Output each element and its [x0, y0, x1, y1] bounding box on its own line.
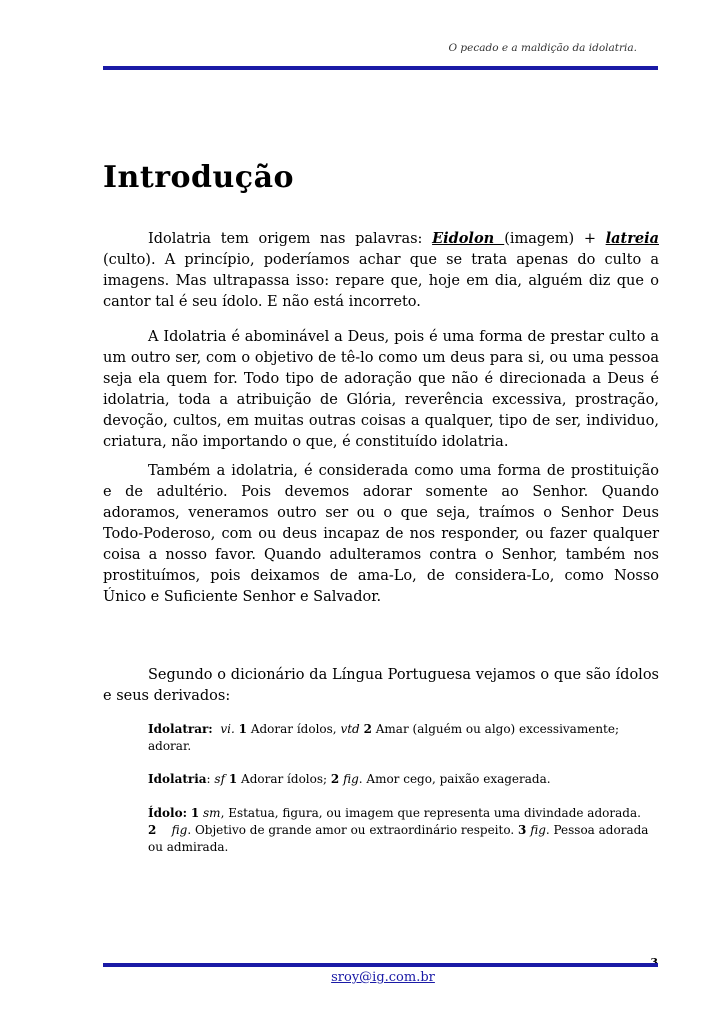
p1-text-b: (imagem) +	[504, 231, 606, 247]
definition-idolatria: Idolatria: sf 1 Adorar ídolos; 2 fig. Amor cego, paixão exagerada.	[148, 772, 551, 786]
paragraph-1	[103, 228, 659, 313]
def-term: Idolatrar:	[148, 722, 213, 736]
footer-rule	[103, 963, 658, 967]
def-term: Idolatria	[148, 772, 207, 786]
paragraph-3: Também a idolatria, é considerada como uma forma de prostituição e de adultério. Pois devemos adorar somente ao Senhor. Quando adoramos, veneramos outro ser ou o que seja, traímos o Senhor Deus Todo-Poderoso, com ou deus incapaz de nos responder, ou fazer qualquer coisa a nosso favor. Quando adulteramos contra o Senhor, também nos prostituímos, pois deixamos de ama-Lo, de considera-Lo, como Nosso Único e Suficiente Senhor e Salvador.	[103, 463, 659, 605]
def-term: Ídolo:	[148, 806, 187, 820]
definition-idolo: Ídolo: 1 sm, Estatua, figura, ou imagem que representa uma divindade adorada. 2 fig. Objetivo de grande amor ou extraordinário respeito. 3 fig. Pessoa adorada ou admirada.	[148, 806, 649, 854]
running-header-title: O pecado e a maldição da idolatria.	[448, 42, 637, 54]
p1-text-c: (culto). A princípio, poderíamos achar que se trata apenas do culto a imagens. Mas ultrapassa isso: repare que, hoje em dia, alguém diz que o cantor tal é seu ídolo. E não está incorreto.	[103, 252, 659, 310]
paragraph-4: Segundo o dicionário da Língua Portuguesa vejamos o que são ídolos e seus derivados:	[103, 667, 659, 704]
section-heading: Introdução	[103, 160, 295, 195]
keyword-eidolon: Eidolon	[432, 230, 505, 247]
definition-idolatrar: Idolatrar: vi. 1 Adorar ídolos, vtd 2 Amar (alguém ou algo) excessivamente; adorar.	[148, 722, 620, 753]
email-link[interactable]: sroy@ig.com.br	[331, 970, 435, 985]
paragraph-2: A Idolatria é abominável a Deus, pois é uma forma de prestar culto a um outro ser, com o objetivo de tê-lo como um deus para si, ou uma pessoa seja ela quem for. Todo tipo de adoração que não é direcionada a Deus é idolatria, toda a atribuição de Glória, reverência excessiva, prostração, devoção, cultos, em muitas outras coisas a qualquer, tipo de ser, individuo, criatura, não importando o que, é constituído idolatria.	[103, 329, 659, 450]
p1-text-a: Idolatria tem origem nas palavras:	[148, 231, 433, 247]
keyword-latreia: latreia	[605, 230, 659, 247]
header-rule	[103, 66, 658, 70]
